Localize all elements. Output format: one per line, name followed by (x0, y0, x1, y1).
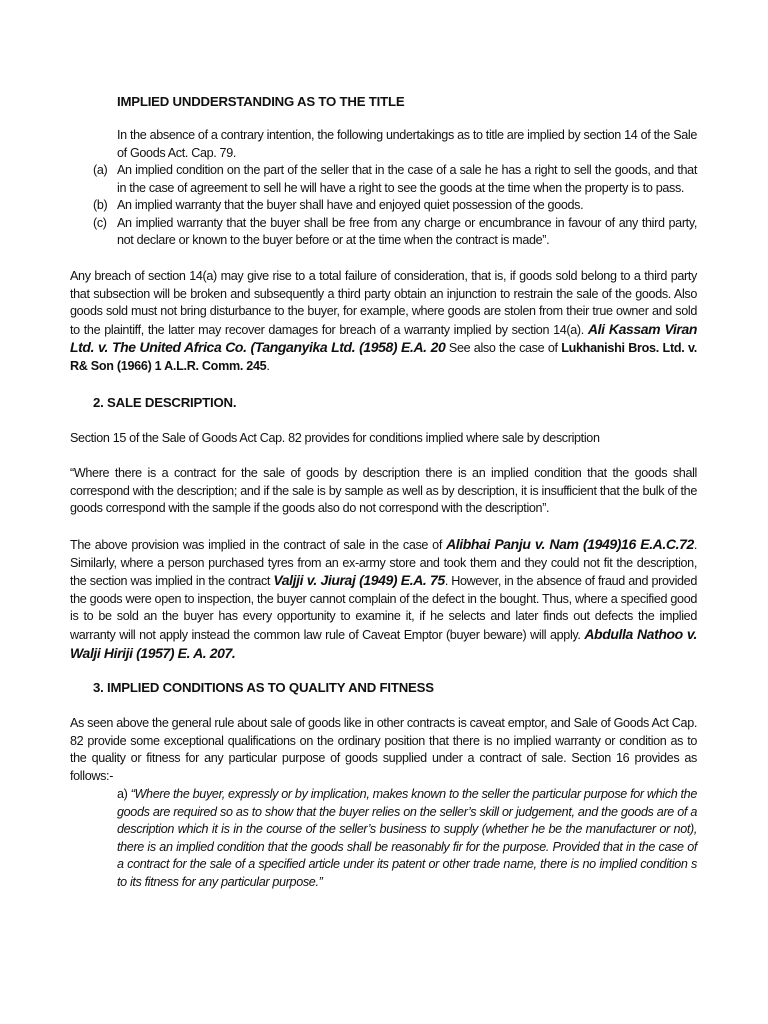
paragraph-text: . Similarly, where a person purchased tyres from an ex-army store and took them and they could not fit the description, the section was implied in the contract (70, 538, 698, 589)
case-citation: Abdulla Nathoo v. Walji Hiriji (1957) E. A. 207. (70, 625, 697, 661)
paragraph-text: The above provision was implied in the contract of sale in the case of (70, 538, 447, 552)
quote-marker: a) (117, 787, 131, 801)
case-citation: Alibhai Panju v. Nam (1949)16 E.A.C.72 (446, 536, 694, 552)
provision-paragraph (70, 536, 697, 663)
description-quote-paragraph: “Where there is a contract for the sale of goods by description there is an implied condition that the goods shall correspond with the description; and if the sale is by sample as well as by description, it is insufficient that the bulk of the goods correspond with the sample if the goods also do not correspond with the description”. (70, 466, 697, 516)
list-marker: (a) (93, 163, 108, 177)
paragraph-text: Any breach of section 14(a) may give rise to a total failure of consideration, that is, if goods sold belong to a third party that subsection will be broken and subsequently a third party obtain an injunction to restrain the sale of the goods. Also goods sold must not bring disturbance to the buyer, for example, where goods are stolen from their true owner and sold to the plaintiff, the latter may recover damages for breach of a warranty implied by section 14(a). (70, 269, 697, 337)
paragraph-text: See also the case of (445, 341, 562, 356)
paragraph-text: . However, in the absence of fraud and provided the goods were open to inspection, the buyer cannot complain of the defect in the bought. Thus, where a specified good is to be sold an the buyer has every opportunity to examine it, if he selects and later finds out defects the implied warranty will not apply instead the common law rule of Caveat Emptor (buyer beware) will apply. (70, 574, 697, 642)
list-item (93, 215, 697, 250)
quote-text: “Where the buyer, expressly or by implication, makes known to the seller the particular purpose for which the goods are required so as to show that the buyer relies on the seller’s skill or judgement, and the goods are of a description which it is in the course of the seller’s business to supply (whether he be the manufacturer or not), there is an implied condition that the goods shall be reasonably fir for the purpose. Provided that in the case of a contract for the sale of a specified article under its patent or other trade name, there is no implied condition s to its fitness for any particular purpose.” (117, 787, 697, 889)
case-citation: Ali Kassam Viran Ltd. v. The United Africa Co. (Tanganyika Ltd. (1958) E.A. 20 (70, 320, 697, 356)
paragraph-text: . (266, 358, 270, 373)
section15-paragraph: Section 15 of the Sale of Goods Act Cap. 82 provides for conditions implied where sale by description (70, 431, 600, 445)
list-marker: (c) (93, 215, 107, 230)
section16-quote (117, 786, 697, 892)
caveat-emptor-paragraph: As seen above the general rule about sale of goods like in other contracts is caveat emptor, and Sale of Goods Act Cap. 82 provide some exceptional qualifications on the ordinary position that there is no implied warranty or condition as to the quality or fitness for any particular purpose of goods supplied under a contract of sale. Section 16 provides as follows:- (70, 716, 697, 783)
section-heading-quality-fitness: 3. IMPLIED CONDITIONS AS TO QUALITY AND FITNESS (93, 680, 434, 695)
case-citation: Lukhanishi Bros. Ltd. v. R& Son (1966) 1 A.L.R. Comm. 245 (70, 341, 698, 373)
list-item-text: An implied warranty that the buyer shall be free from any charge or encumbrance in favour of any third party, not declare or known to the buyer before or at the time when the contract is made”. (117, 215, 697, 248)
list-item-text: An implied condition on the part of the seller that in the case of a sale he has a right to sell the goods, and that in the case of agreement to sell he will have a right to see the goods at the time when the property is to pass. (117, 163, 697, 195)
list-item-text: An implied warranty that the buyer shall have and enjoyed quiet possession of the goods. (117, 198, 584, 213)
section-heading-title: IMPLIED UNDDERSTANDING AS TO THE TITLE (117, 94, 405, 109)
list-item (93, 162, 697, 197)
breach-paragraph (70, 268, 697, 376)
case-citation: Valjji v. Jiuraj (1949) E.A. 75 (273, 572, 445, 589)
list-marker: (b) (93, 198, 108, 213)
section-heading-sale-description: 2. SALE DESCRIPTION. (93, 395, 237, 410)
list-item (93, 197, 697, 215)
title-undertakings-list (93, 162, 697, 250)
intro-paragraph: In the absence of a contrary intention, the following undertakings as to title are implied by section 14 of the Sale of Goods Act. Cap. 79. (117, 128, 697, 160)
